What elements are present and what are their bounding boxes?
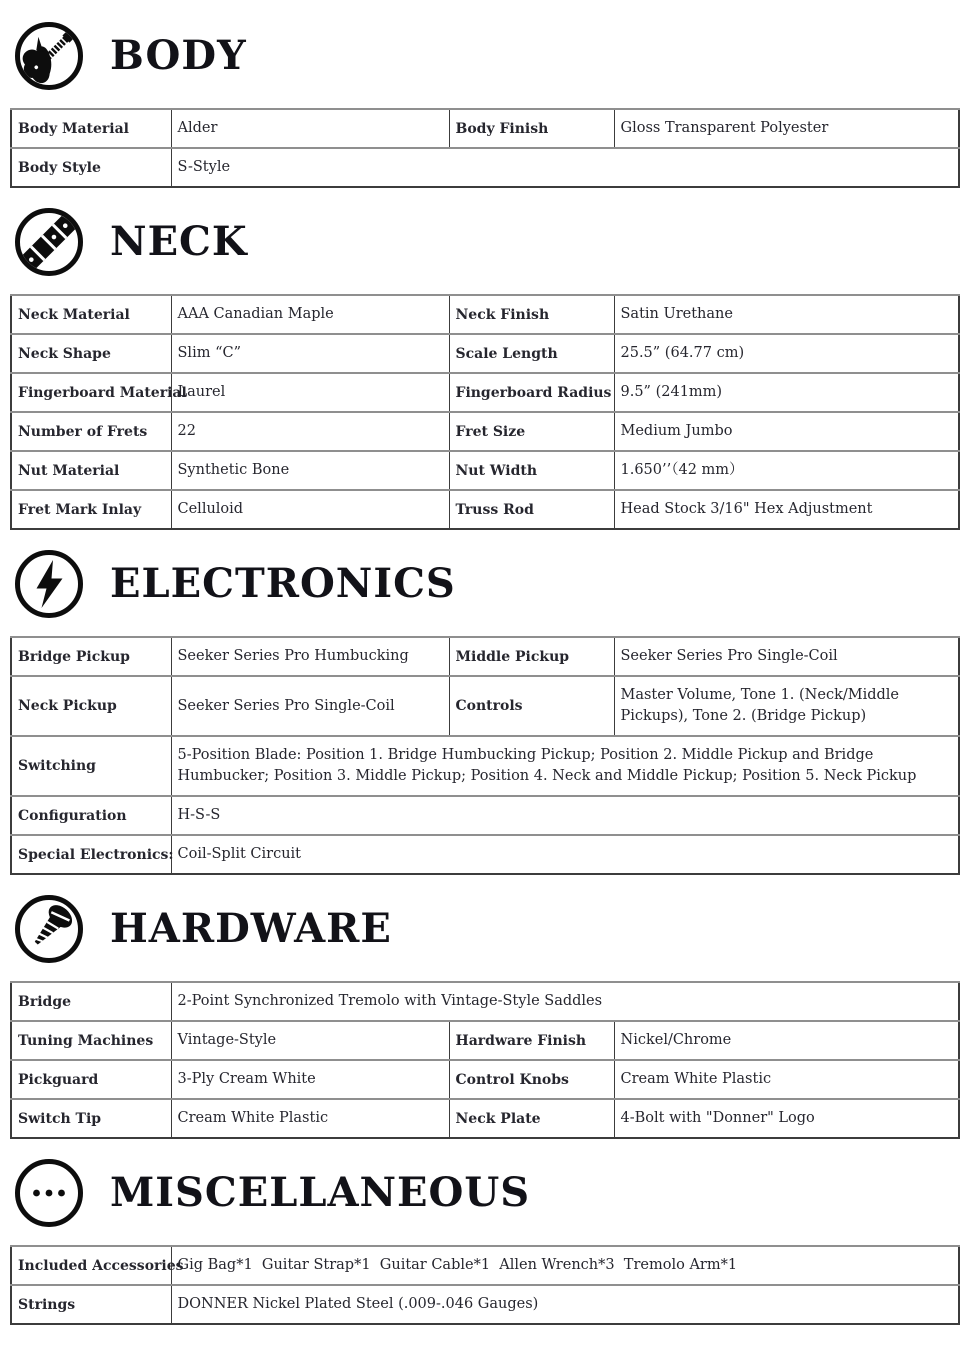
table-row (11, 637, 959, 676)
spec-label: Neck Finish (449, 295, 614, 334)
spec-value: AAA Canadian Maple (171, 295, 449, 334)
section-hardware (0, 894, 970, 1139)
spec-value: Seeker Series Pro Single-Coil (614, 637, 959, 676)
spec-value: Slim “C” (171, 334, 449, 373)
table-row (11, 1099, 959, 1138)
spec-label: Fingerboard Material (11, 373, 171, 412)
neck-spec-table (10, 294, 960, 530)
electronics-spec-table (10, 636, 960, 875)
fretboard-icon (14, 207, 84, 277)
spec-label: Middle Pickup (449, 637, 614, 676)
section-title: MISCELLANEOUS (110, 1169, 531, 1216)
spec-label: Neck Shape (11, 334, 171, 373)
spec-label: Nut Material (11, 451, 171, 490)
spec-label: Truss Rod (449, 490, 614, 529)
spec-value: Celluloid (171, 490, 449, 529)
spec-label: Included Accessories (11, 1246, 171, 1285)
spec-label: Switching (11, 736, 171, 796)
table-row (11, 334, 959, 373)
spec-value: Seeker Series Pro Humbucking (171, 637, 449, 676)
spec-value: 1.650’’（42 mm） (614, 451, 959, 490)
spec-label: Scale Length (449, 334, 614, 373)
spec-label: Body Material (11, 109, 171, 148)
spec-label: Nut Width (449, 451, 614, 490)
table-row (11, 148, 959, 187)
section-title: HARDWARE (110, 905, 392, 952)
spec-value: Synthetic Bone (171, 451, 449, 490)
spec-value: DONNER Nickel Plated Steel (.009-.046 Gauges) (171, 1285, 959, 1324)
spec-label: Neck Pickup (11, 676, 171, 736)
spec-label: Fret Mark Inlay (11, 490, 171, 529)
spec-value: 25.5” (64.77 cm) (614, 334, 959, 373)
section-header-miscellaneous (0, 1158, 970, 1228)
table-row (11, 835, 959, 874)
section-miscellaneous (0, 1158, 970, 1325)
table-row (11, 490, 959, 529)
spec-label: Body Style (11, 148, 171, 187)
spec-label: Control Knobs (449, 1060, 614, 1099)
spec-value: 4-Bolt with "Donner" Logo (614, 1099, 959, 1138)
body-spec-table (10, 108, 960, 188)
table-row (11, 1285, 959, 1324)
screw-icon (14, 894, 84, 964)
spec-value: Gig Bag*1 Guitar Strap*1 Guitar Cable*1 Allen Wrench*3 Tremolo Arm*1 (171, 1246, 959, 1285)
spec-value: H-S-S (171, 796, 959, 835)
spec-label: Body Finish (449, 109, 614, 148)
spec-value: Cream White Plastic (171, 1099, 449, 1138)
table-row (11, 109, 959, 148)
table-row (11, 373, 959, 412)
section-header-electronics (0, 549, 970, 619)
spec-value: Gloss Transparent Polyester (614, 109, 959, 148)
spec-value: 5-Position Blade: Position 1. Bridge Humbucking Pickup; Position 2. Middle Pickup and Bridge Humbucker; Position 3. Middle Pickup; Position 4. Neck and Middle Pickup; Position 5. Neck Pickup (171, 736, 959, 796)
lightning-icon (14, 549, 84, 619)
spec-value: Master Volume, Tone 1. (Neck/Middle Pickups), Tone 2. (Bridge Pickup) (614, 676, 959, 736)
table-row (11, 295, 959, 334)
section-header-neck (0, 207, 970, 277)
spec-label: Pickguard (11, 1060, 171, 1099)
spec-label: Tuning Machines (11, 1021, 171, 1060)
spec-label: Strings (11, 1285, 171, 1324)
spec-label: Configuration (11, 796, 171, 835)
spec-label: Switch Tip (11, 1099, 171, 1138)
table-row (11, 412, 959, 451)
table-row (11, 796, 959, 835)
table-row (11, 1246, 959, 1285)
table-row (11, 736, 959, 796)
spec-value: S-Style (171, 148, 959, 187)
spec-value: 9.5” (241mm) (614, 373, 959, 412)
spec-value: Seeker Series Pro Single-Coil (171, 676, 449, 736)
hardware-spec-table (10, 981, 960, 1139)
spec-value: 22 (171, 412, 449, 451)
spec-label: Fret Size (449, 412, 614, 451)
spec-label: Number of Frets (11, 412, 171, 451)
spec-label: Bridge (11, 982, 171, 1021)
spec-value: 2-Point Synchronized Tremolo with Vintage-Style Saddles (171, 982, 959, 1021)
spec-label: Fingerboard Radius (449, 373, 614, 412)
section-title: ELECTRONICS (110, 560, 456, 607)
table-row (11, 1060, 959, 1099)
spec-value: Coil-Split Circuit (171, 835, 959, 874)
spec-label: Bridge Pickup (11, 637, 171, 676)
spec-value: Laurel (171, 373, 449, 412)
spec-value: Satin Urethane (614, 295, 959, 334)
spec-value: Alder (171, 109, 449, 148)
spec-value: Cream White Plastic (614, 1060, 959, 1099)
section-title: BODY (110, 32, 247, 79)
guitar-icon (14, 21, 84, 91)
table-row (11, 982, 959, 1021)
section-title: NECK (110, 218, 248, 265)
spec-label: Controls (449, 676, 614, 736)
spec-value: Vintage-Style (171, 1021, 449, 1060)
section-electronics (0, 549, 970, 875)
spec-value: Medium Jumbo (614, 412, 959, 451)
section-header-hardware (0, 894, 970, 964)
spec-label: Neck Material (11, 295, 171, 334)
spec-label: Neck Plate (449, 1099, 614, 1138)
ellipsis-icon (14, 1158, 84, 1228)
table-row (11, 451, 959, 490)
spec-value: 3-Ply Cream White (171, 1060, 449, 1099)
miscellaneous-spec-table (10, 1245, 960, 1325)
spec-label: Hardware Finish (449, 1021, 614, 1060)
table-row (11, 676, 959, 736)
section-header-body (0, 21, 970, 91)
section-neck (0, 207, 970, 530)
spec-label: Special Electronics: (11, 835, 171, 874)
spec-value: Nickel/Chrome (614, 1021, 959, 1060)
spec-value: Head Stock 3/16" Hex Adjustment (614, 490, 959, 529)
section-body (0, 21, 970, 188)
table-row (11, 1021, 959, 1060)
